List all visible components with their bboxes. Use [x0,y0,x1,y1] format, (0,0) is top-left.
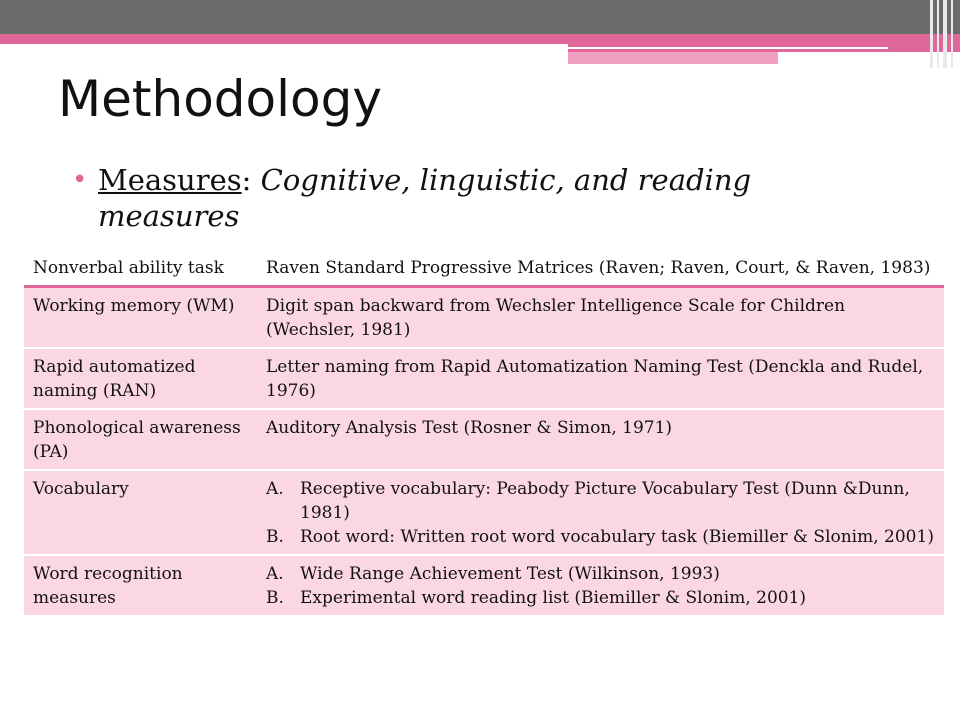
bullet-dot-icon: • [72,165,88,195]
list-item [266,562,935,586]
bullet-measures [72,162,852,234]
list-marker: A. [266,479,284,499]
list-item-text: Root word: Written root word vocabulary task (Biemiller & Slonim, 2001) [300,527,934,547]
header-accent-stripe-3 [568,52,778,64]
list-marker: B. [266,527,284,547]
bullet-description: Cognitive, linguistic, and reading measures [98,163,752,233]
description-cell: Raven Standard Progressive Matrices (Raven; Raven, Court, & Raven, 1983) [257,249,944,287]
measure-cell: Word recognition measures [24,555,257,615]
list-marker: A. [266,564,284,584]
list-marker: B. [266,588,284,608]
measure-cell: Vocabulary [24,470,257,555]
table-row [24,470,944,555]
header-divider-line [568,47,888,49]
description-cell: Auditory Analysis Test (Rosner & Simon, 1971) [257,409,944,470]
table-row [24,249,944,287]
bullet-text [72,162,852,234]
measure-list [266,477,935,549]
measure-list [266,562,935,610]
slide-title: Methodology [58,70,382,128]
measure-cell: Phonological awareness (PA) [24,409,257,470]
measure-cell: Nonverbal ability task [24,249,257,287]
description-cell: Letter naming from Rapid Automatization Naming Test (Denckla and Rudel, 1976) [257,348,944,409]
header-accent-stripe [0,34,960,44]
description-cell [257,555,944,615]
list-item-text: Receptive vocabulary: Peabody Picture Vocabulary Test (Dunn &Dunn, 1981) [300,479,910,523]
measures-table [24,248,944,615]
bullet-colon: : [241,163,252,197]
measure-cell: Working memory (WM) [24,287,257,349]
list-item [266,477,935,525]
measure-cell: Rapid automatized naming (RAN) [24,348,257,409]
table-row [24,409,944,470]
list-item [266,586,935,610]
header-bar [0,0,960,34]
list-item [266,525,935,549]
bullet-label: Measures [98,163,242,197]
list-item-text: Wide Range Achievement Test (Wilkinson, 1993) [300,564,720,584]
description-cell [257,470,944,555]
list-item-text: Experimental word reading list (Biemiller & Slonim, 2001) [300,588,807,608]
table-row [24,555,944,615]
table-row [24,348,944,409]
corner-stripes [926,0,960,68]
description-cell: Digit span backward from Wechsler Intelligence Scale for Children (Wechsler, 1981) [257,287,944,349]
table-row [24,287,944,349]
